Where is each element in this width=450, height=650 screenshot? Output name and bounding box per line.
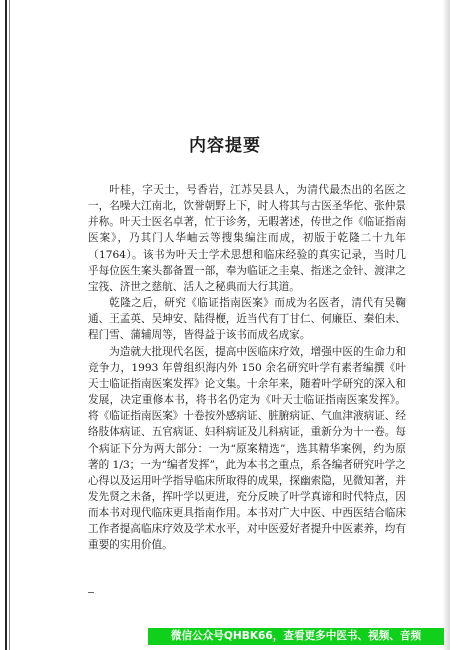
page-spine-line-secondary (9, 0, 10, 650)
wechat-watermark-banner: 微信公众号QHBK66，查看更多中医书、视频、音频 (148, 628, 444, 645)
paragraph-1: 叶桂，字天士，号香岩，江苏吴县人，为清代最杰出的名医之一，名噪大江南北，饮誉朝野上下，时人将其与古医圣华佗、张仲景并称。叶天士医名卓著，忙于诊务，无暇著述，传世之作《临证指南医案》，乃其门人华岫云等搜集编注而成，初版于乾隆二十九年（1764）。该书为叶天士学术思想和临床经验的真实记录，当时几乎每位医生案头都备置一部，奉为临证之圭臬、指迷之金针、渡津之宝筏、济世之慈航、活人之秘典而大行其道。 (88, 184, 406, 293)
paragraph-3: 为造就大批现代名医，提高中医临床疗效，增强中医的生命力和竞争力，1993 年曾组织海内外 150 余名研究叶学有素者编撰《叶天士临证指南医案发挥》论文集。十余年来，随着叶学研究的深入和发展，决定重修本书，将书名仍定为《叶天士临证指南医案发挥》。将《临证指南医案》十卷按外感病证、脏腑病证、气血津液病证、经络肢体病证、五官病证、妇科病证及儿科病证，重新分为十一卷。每个病证下分为两大部分：一为“原案精选”，选其精华案例，约为原著的 1/3；一为“编者发挥”，此为本书之重点，系各编者研究叶学之心得以及运用叶学指导临床所取得的成果，探幽索隐，见微知著，并发先贤之未备，挥叶学以更进，充分反映了叶学真谛和时代特点，因而本书对现代临床更具指南作用。本书对广大中医、中西医结合临床工作者提高临床疗效及学术水平，对中医爱好者提升中医素养，均有重要的实用价值。 (88, 345, 406, 552)
page-footer-mark (88, 592, 94, 593)
summary-body (88, 182, 406, 554)
page-edge-shadow (442, 0, 450, 650)
page-spine-line (5, 0, 7, 650)
page-title: 内容提要 (189, 136, 261, 156)
paragraph-2: 乾隆之后，研究《临证指南医案》而成为名医者，清代有吴鞠通、王孟英、吴坤安、陆得楩，近当代有丁甘仁、何廉臣、秦伯未、程门雪、蒲辅周等，皆得益于该书而成名成家。 (88, 297, 406, 342)
